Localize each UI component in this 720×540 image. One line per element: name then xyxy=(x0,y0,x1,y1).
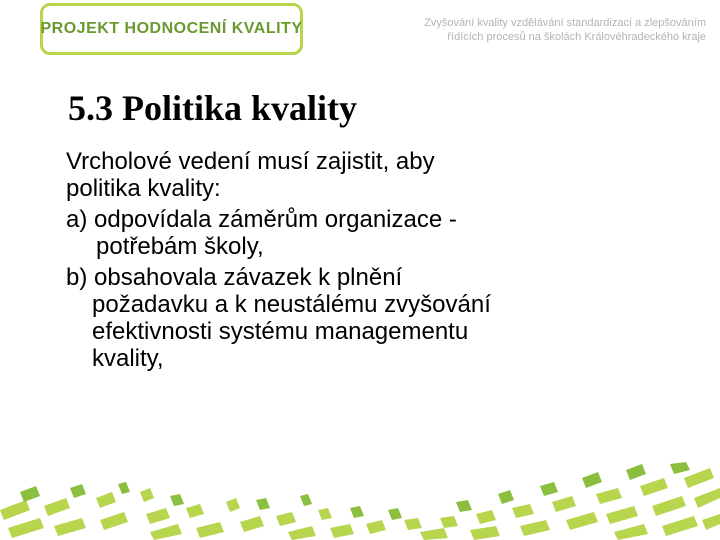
list-item-a xyxy=(66,206,686,260)
tagline-line-2: řídících procesů na školách Královéhradeckého kraje xyxy=(447,31,706,43)
list-item-b xyxy=(66,264,686,372)
intro-paragraph xyxy=(66,148,686,202)
item-a-line-2: potřebám školy, xyxy=(96,233,264,260)
item-b-line-4: kvality, xyxy=(92,345,164,372)
item-b-line-3: efektivnosti systému managementu xyxy=(92,318,469,345)
slide-title: 5.3 Politika kvality xyxy=(68,88,358,128)
header-tagline xyxy=(416,16,706,44)
tagline-line-1: Zvyšování kvality vzdělávání standardizací a zlepšováním xyxy=(424,17,706,29)
item-a-line-1: a) odpovídala záměrům organizace - xyxy=(66,206,457,233)
intro-line-1: Vrcholové vedení musí zajistit, aby xyxy=(66,148,435,175)
intro-line-2: politika kvality: xyxy=(66,175,221,202)
slide-body xyxy=(66,148,686,376)
decorative-footer-pattern xyxy=(0,462,720,540)
project-logo xyxy=(40,3,303,55)
logo-text: PROJEKT HODNOCENÍ KVALITY xyxy=(40,20,303,37)
item-b-line-1: b) obsahovala závazek k plnění xyxy=(66,264,403,291)
item-b-line-2: požadavku a k neustálému zvyšování xyxy=(92,291,491,318)
